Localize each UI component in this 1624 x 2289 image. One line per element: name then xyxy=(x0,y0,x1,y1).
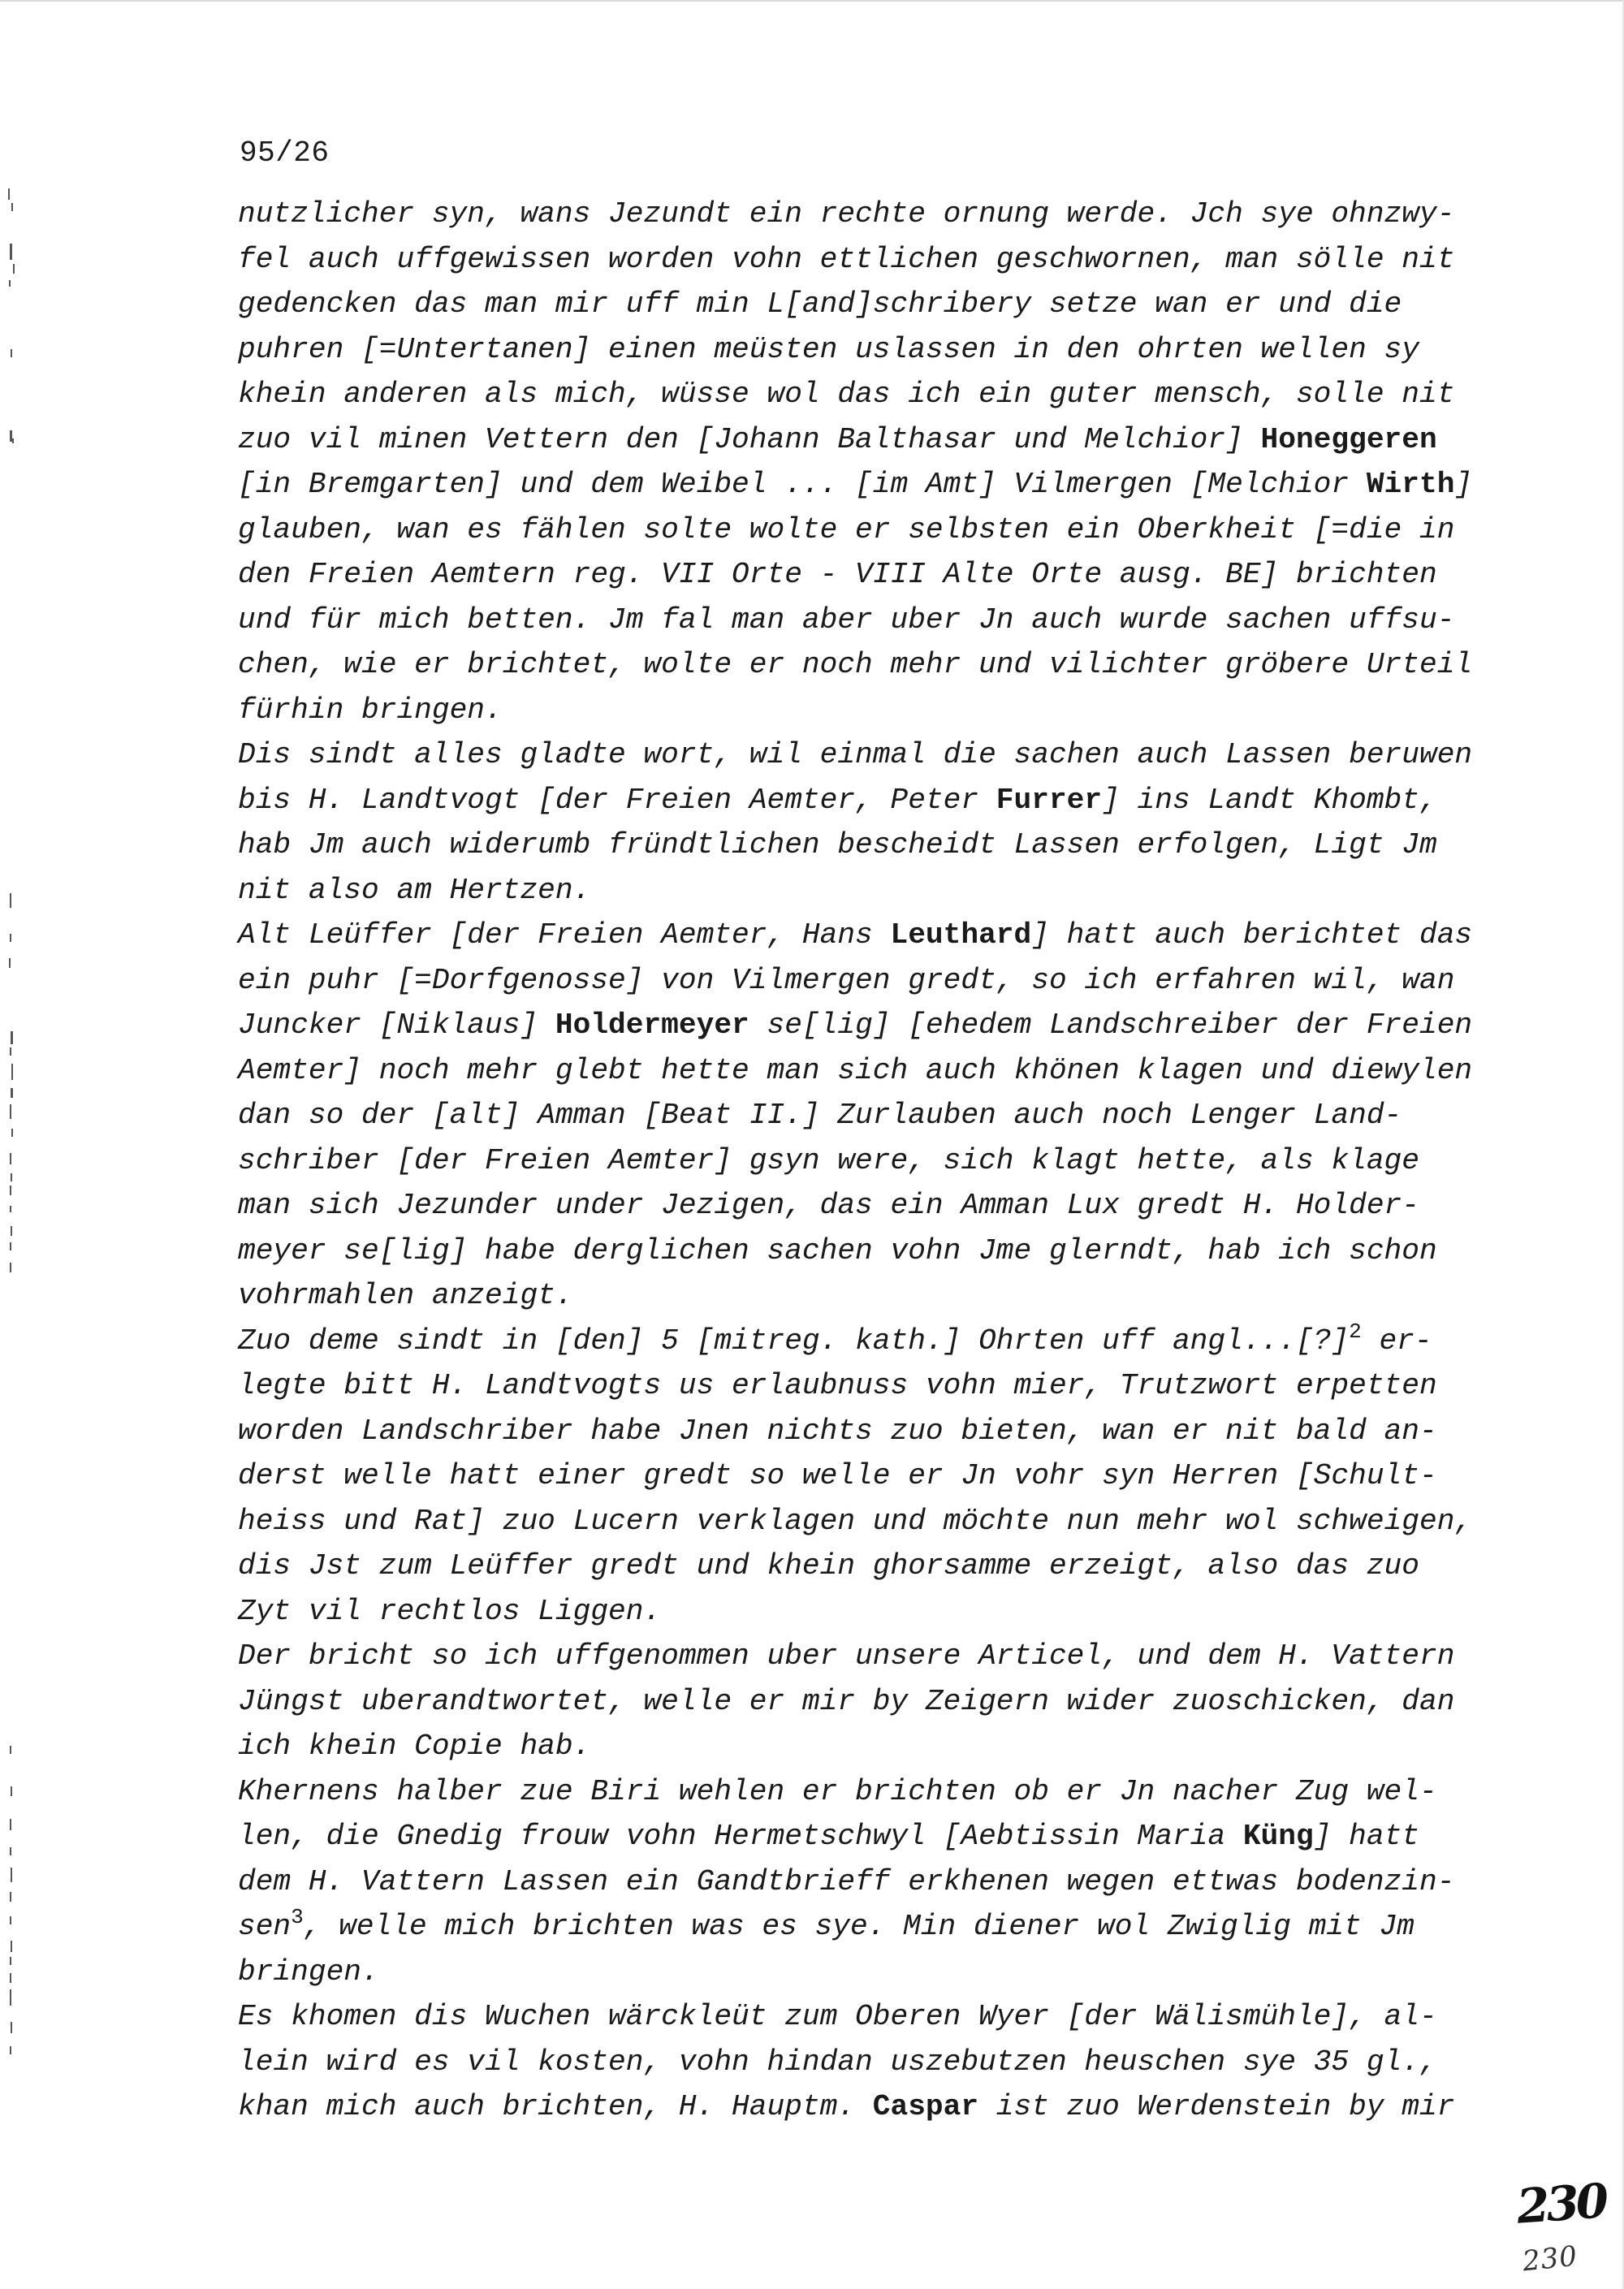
text-segment: meyer se[lig] habe derglichen sachen vohn Jme glerndt, hab ich schon xyxy=(238,1233,1437,1268)
text-segment: dem H. Vattern Lassen ein Gandtbrieff erkhenen wegen ettwas bodenzin- xyxy=(238,1864,1455,1898)
text-segment: Jüngst uberandtwortet, welle er mir by Zeigern wider zuoschicken, dan xyxy=(238,1684,1455,1718)
text-segment: ist zuo Werdenstein by mir xyxy=(978,2090,1455,2123)
text-segment: nit also am Hertzen. xyxy=(238,873,591,907)
text-segment: bringen. xyxy=(238,1954,379,1989)
text-segment: ] xyxy=(1454,468,1473,501)
text-segment: ] ins Landt Khombt, xyxy=(1102,783,1437,817)
text-line xyxy=(238,598,1602,643)
text-segment: zuo vil minen Vettern den [Johann Balthasar und Melchior] xyxy=(238,422,1261,456)
text-segment: ich khein Copie hab. xyxy=(238,1730,591,1763)
text-segment: glauben, wan es fählen solte wolte er selbsten ein Oberkheit [=die in xyxy=(238,512,1455,546)
person-name: Furrer xyxy=(996,783,1103,817)
text-line xyxy=(238,552,1602,598)
text-segment: Es khomen dis Wuchen wärckleüt zum Oberen Wyer [der Wälismühle], al- xyxy=(238,2000,1437,2033)
text-line xyxy=(238,1319,1602,1364)
text-segment: ] hatt xyxy=(1313,1820,1419,1853)
text-line xyxy=(238,1138,1602,1184)
text-segment: Zyt vil rechtlos Liggen. xyxy=(238,1594,662,1628)
text-line xyxy=(238,1273,1602,1319)
text-segment: khein anderen als mich, wüsse wol das ich ein guter mensch, solle nit xyxy=(238,378,1455,411)
text-line xyxy=(238,1904,1602,1950)
text-segment: fel auch uffgewissen worden vohn ettlichen geschwornen, man sölle nit xyxy=(238,242,1455,276)
text-line xyxy=(238,823,1602,868)
text-segment: man sich Jezunder under Jezigen, das ein Amman Lux gredt H. Holder- xyxy=(238,1189,1419,1222)
text-segment: dan so der [alt] Amman [Beat II.] Zurlauben auch noch Lenger Land- xyxy=(238,1099,1402,1132)
binding-scan-marks xyxy=(0,0,32,2289)
text-segment: chen, wie er brichtet, wolte er noch mehr und vilichter gröbere Urteil xyxy=(238,648,1473,681)
text-segment: , welle mich brichten was es sye. Min diener wol Zwiglig mit Jm xyxy=(303,1910,1415,1943)
text-line xyxy=(238,192,1602,237)
text-segment: worden Landschriber habe Jnen nichts zuo bieten, wan er nit bald an- xyxy=(238,1414,1437,1448)
text-line xyxy=(238,2040,1602,2085)
text-segment: lein wird es vil kosten, vohn hindan uszebutzen heuschen sye 35 gl., xyxy=(238,2045,1437,2079)
text-line xyxy=(238,1679,1602,1725)
text-segment: Der bricht so ich uffgenommen uber unsere Articel, und dem H. Vattern xyxy=(238,1639,1455,1673)
text-line xyxy=(238,913,1602,958)
text-segment: khan mich auch brichten, H. Hauptm. xyxy=(238,2090,873,2123)
text-segment: sen xyxy=(238,1910,292,1943)
text-line xyxy=(238,1453,1602,1499)
text-line xyxy=(238,1589,1602,1635)
text-segment: [in Bremgarten] und dem Weibel ... [im Amt] Vilmergen [Melchior xyxy=(238,468,1367,501)
text-line xyxy=(238,462,1602,507)
page-top-edge xyxy=(0,0,1624,2)
text-line xyxy=(238,732,1602,778)
text-line xyxy=(238,507,1602,553)
text-line xyxy=(238,778,1602,823)
text-segment: ein puhr [=Dorfgenosse] von Vilmergen gredt, so ich erfahren wil, wan xyxy=(238,963,1455,997)
text-segment: derst welle hatt einer gredt so welle er Jn vohr syn Herren [Schult- xyxy=(238,1459,1437,1492)
text-segment: puhren [=Untertanen] einen meüsten uslassen in den ohrten wellen sy xyxy=(238,332,1419,366)
text-segment: nutzlicher syn, wans Jezundt ein rechte ornung werde. Jch sye ohnzwy- xyxy=(238,197,1455,231)
text-line xyxy=(238,1183,1602,1229)
text-segment: und für mich betten. Jm fal man aber uber Jn auch wurde sachen uffsu- xyxy=(238,602,1455,637)
text-line xyxy=(238,327,1602,373)
text-line xyxy=(238,237,1602,283)
text-line xyxy=(238,1814,1602,1859)
text-line xyxy=(238,958,1602,1004)
text-segment: fürhin bringen. xyxy=(238,693,503,727)
text-segment: vohrmahlen anzeigt. xyxy=(238,1279,573,1312)
text-line xyxy=(238,1499,1602,1544)
text-line xyxy=(238,372,1602,417)
text-line xyxy=(238,1363,1602,1409)
text-line xyxy=(238,417,1602,463)
text-line xyxy=(238,642,1602,688)
text-segment: schriber [der Freien Aemter] gsyn were, sich klagt hette, als klage xyxy=(238,1143,1419,1177)
text-line xyxy=(238,1229,1602,1274)
text-segment: Dis sindt alles gladte wort, wil einmal die sachen auch Lassen beruwen xyxy=(238,738,1473,771)
person-name: Wirth xyxy=(1366,468,1455,501)
folio-number-ink: 230 xyxy=(1514,2173,1608,2235)
footnote-marker: 3 xyxy=(291,1905,304,1929)
text-segment: bis H. Landtvogt [der Freien Aemter, Peter xyxy=(238,783,996,817)
text-line xyxy=(238,1769,1602,1815)
text-line xyxy=(238,1859,1602,1905)
person-name: Caspar xyxy=(872,2090,979,2123)
text-line xyxy=(238,1950,1602,1995)
text-line xyxy=(238,1544,1602,1589)
text-line xyxy=(238,1093,1602,1138)
person-name: Holdermeyer xyxy=(555,1008,749,1042)
text-line xyxy=(238,1994,1602,2040)
text-segment: er- xyxy=(1361,1324,1432,1358)
footnote-marker: 2 xyxy=(1349,1319,1362,1344)
text-line xyxy=(238,1003,1602,1048)
person-name: Leuthard xyxy=(890,918,1032,952)
folio-number-pencil: 230 xyxy=(1521,2239,1579,2278)
text-segment: Alt Leüffer [der Freien Aemter, Hans xyxy=(238,918,891,952)
text-segment: gedencken das man mir uff min L[and]schribery setze wan er und die xyxy=(238,287,1402,321)
text-segment: Juncker [Niklaus] xyxy=(238,1008,555,1042)
text-line xyxy=(238,868,1602,913)
text-segment: hab Jm auch widerumb fründtlichen bescheidt Lassen erfolgen, Ligt Jm xyxy=(238,828,1437,862)
text-line xyxy=(238,1634,1602,1679)
text-segment: len, die Gnedig frouw vohn Hermetschwyl [Aebtissin Maria xyxy=(238,1820,1243,1853)
text-line xyxy=(238,2084,1602,2130)
text-segment: dis Jst zum Leüffer gredt und khein ghorsamme erzeigt, also das zuo xyxy=(238,1549,1419,1583)
page-number: 95/26 xyxy=(240,136,330,170)
text-segment: ] hatt auch berichtet das xyxy=(1031,918,1473,952)
person-name: Küng xyxy=(1242,1820,1314,1853)
text-segment: Khernens halber zue Biri wehlen er brichten ob er Jn nacher Zug wel- xyxy=(238,1774,1437,1808)
text-line xyxy=(238,282,1602,327)
text-segment: Aemter] noch mehr glebt hette man sich auch khönen klagen und diewylen xyxy=(238,1053,1473,1087)
text-line xyxy=(238,1048,1602,1094)
text-segment: heiss und Rat] zuo Lucern verklagen und möchte nun mehr wol schweigen, xyxy=(238,1504,1473,1538)
text-segment: se[lig] [ehedem Landschreiber der Freien xyxy=(749,1008,1473,1042)
transcription-body xyxy=(238,192,1602,2130)
text-segment: Zuo deme sindt in [den] 5 [mitreg. kath.] Ohrten uff angl...[?] xyxy=(238,1324,1350,1358)
text-segment: legte bitt H. Landtvogts us erlaubnuss vohn mier, Trutzwort erpetten xyxy=(238,1369,1437,1402)
text-line xyxy=(238,1409,1602,1454)
person-name: Honeggeren xyxy=(1260,422,1437,456)
text-line xyxy=(238,1724,1602,1769)
text-line xyxy=(238,688,1602,733)
text-segment: den Freien Aemtern reg. VII Orte - VIII Alte Orte ausg. BE] brichten xyxy=(238,558,1437,591)
